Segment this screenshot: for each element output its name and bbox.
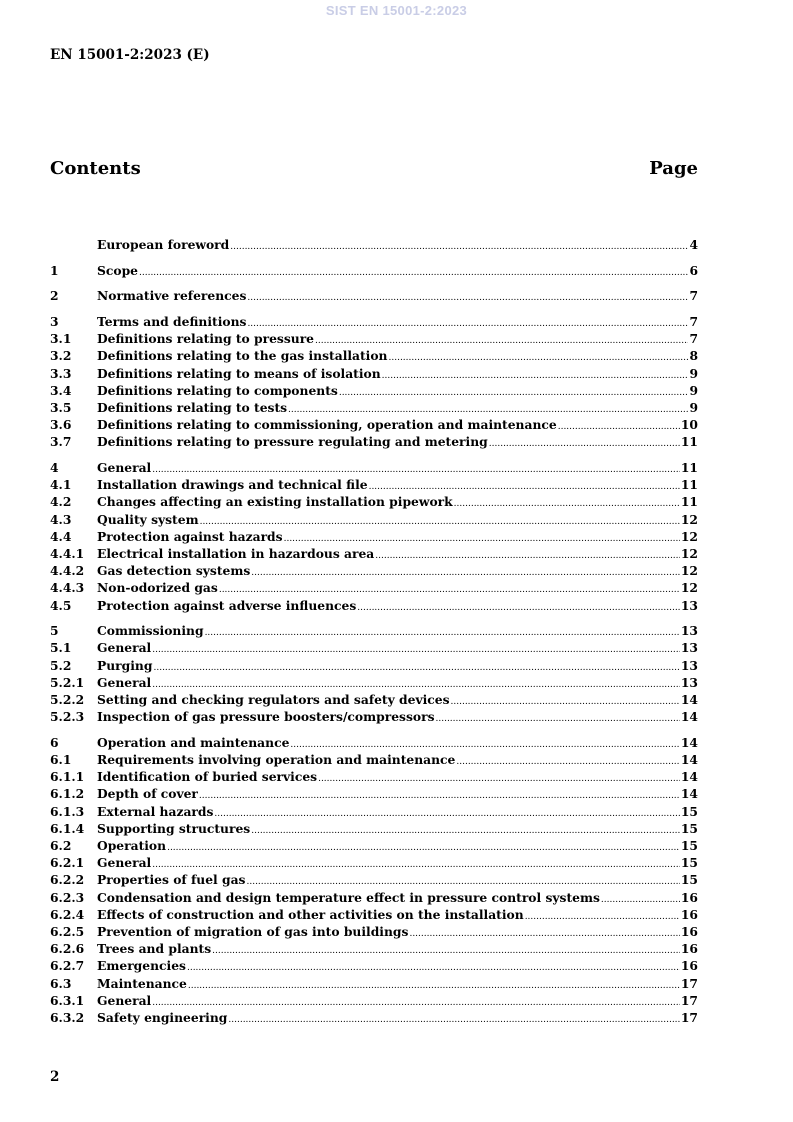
toc-dot-leader [251, 565, 680, 582]
toc-entry[interactable] [50, 511, 698, 528]
toc-entry[interactable] [50, 751, 698, 768]
toc-entry-number: 3.2 [50, 348, 72, 364]
toc-dot-leader [205, 625, 680, 642]
toc-entry-title: Definitions relating to tests [97, 400, 288, 415]
document-identifier: EN 15001-2:2023 (E) [50, 47, 210, 63]
toc-dot-leader [454, 496, 680, 513]
toc-entry-number: 6.1.2 [50, 786, 85, 802]
toc-entry-page: 12 [680, 511, 698, 527]
toc-entry-number: 6.2 [50, 838, 72, 853]
toc-entry[interactable] [50, 528, 698, 545]
toc-entry-number: 6.2.1 [50, 855, 85, 871]
toc-entry-number: 1 [50, 262, 59, 278]
toc-entry-page: 16 [680, 923, 698, 939]
toc-entry[interactable] [50, 597, 698, 614]
toc-entry-page: 11 [680, 477, 698, 493]
toc-entry-title: Emergencies [97, 958, 186, 974]
toc-entry-page: 13 [680, 657, 698, 673]
toc-entry-number: 4.4.1 [50, 546, 85, 561]
toc-entry-number: 6.2.7 [50, 958, 85, 974]
toc-entry-page: 14 [680, 769, 698, 785]
toc-dot-leader [152, 995, 680, 1012]
toc-entry-page: 14 [680, 692, 698, 707]
toc-entry-title: Definitions relating to the gas installation [97, 348, 388, 364]
toc-entry-number: 5.2.2 [50, 692, 85, 707]
toc-entry[interactable] [50, 347, 698, 364]
toc-entry[interactable] [50, 262, 698, 279]
toc-entry-title: Prevention of migration of gas into buildings [97, 923, 409, 939]
toc-entry-title: Protection against hazards [97, 528, 283, 544]
toc-entry-title: Effects of construction and other activities on the installation [97, 906, 524, 922]
toc-entry-title: Gas detection systems [97, 563, 251, 579]
toc-entry[interactable] [50, 330, 698, 347]
page-column-heading: Page [649, 158, 698, 179]
toc-entry-page: 15 [680, 838, 698, 853]
toc-dot-leader [318, 771, 680, 788]
toc-entry-title: General [97, 992, 152, 1008]
contents-header [50, 158, 698, 179]
toc-entry-title: Trees and plants [97, 941, 212, 957]
toc-entry[interactable] [50, 1009, 698, 1026]
toc-dot-leader [382, 368, 689, 385]
toc-entry[interactable] [50, 313, 698, 330]
toc-entry[interactable] [50, 768, 698, 785]
toc-entry[interactable] [50, 622, 698, 639]
toc-entry[interactable] [50, 399, 698, 416]
toc-entry-page: 16 [680, 958, 698, 974]
toc-entry-page: 13 [680, 623, 698, 639]
toc-entry-page: 17 [680, 1009, 698, 1025]
toc-entry-number: 3.5 [50, 400, 72, 415]
toc-entry-number: 5.1 [50, 640, 72, 656]
toc-entry-page: 13 [680, 640, 698, 656]
toc-entry-title: Scope [97, 262, 138, 278]
toc-entry[interactable] [50, 459, 698, 476]
toc-dot-leader [558, 419, 680, 436]
toc-entry-page: 11 [680, 434, 698, 450]
toc-entry-page: 7 [689, 331, 698, 347]
toc-dot-leader [525, 909, 680, 926]
toc-entry[interactable] [50, 493, 698, 510]
toc-entry[interactable] [50, 416, 698, 433]
toc-dot-leader [153, 660, 679, 677]
watermark: SIST EN 15001-2:2023 [325, 3, 468, 18]
toc-dot-leader [375, 548, 680, 565]
toc-dot-leader [436, 711, 680, 728]
toc-dot-leader [357, 600, 680, 617]
toc-entry[interactable] [50, 992, 698, 1009]
toc-entry[interactable] [50, 734, 698, 751]
toc-entry-title: General [97, 640, 152, 656]
toc-dot-leader [456, 754, 680, 771]
toc-entry-number: 6.2.6 [50, 941, 85, 957]
toc-dot-leader [247, 290, 688, 307]
toc-entry-title: Installation drawings and technical file [97, 477, 368, 493]
toc-entry-number: 6.3 [50, 975, 72, 991]
toc-entry-page: 12 [680, 563, 698, 579]
toc-entry-title: Safety engineering [97, 1009, 228, 1025]
toc-entry-number: 4.5 [50, 597, 72, 613]
toc-entry-page: 15 [680, 820, 698, 836]
toc-entry-number: 3.6 [50, 417, 72, 433]
toc-entry-number: 4.4.2 [50, 563, 85, 579]
toc-entry-title: General [97, 855, 152, 871]
toc-entry-page: 12 [680, 528, 698, 544]
toc-dot-leader [188, 978, 680, 995]
toc-entry-number: 6.3.1 [50, 992, 85, 1008]
toc-entry-title: Electrical installation in hazardous area [97, 546, 375, 561]
toc-entry[interactable] [50, 837, 698, 854]
toc-entry-number: 5 [50, 623, 59, 639]
toc-entry-page: 12 [680, 580, 698, 596]
toc-entry-title: Definitions relating to pressure regulating and metering [97, 434, 488, 450]
toc-entry-title: Definitions relating to means of isolation [97, 365, 381, 381]
toc-entry[interactable] [50, 562, 698, 579]
toc-entry[interactable] [50, 691, 698, 708]
toc-entry-page: 16 [680, 889, 698, 905]
toc-entry-title: Definitions relating to commissioning, operation and maintenance [97, 417, 557, 433]
toc-entry-title: European foreword [97, 237, 230, 252]
toc-entry-number: 5.2.1 [50, 674, 85, 690]
toc-entry[interactable] [50, 382, 698, 399]
toc-entry-title: General [97, 460, 152, 476]
toc-entry-number: 3.1 [50, 331, 72, 347]
toc-entry[interactable] [50, 657, 698, 674]
toc-entry-page: 10 [680, 417, 698, 433]
toc-entry-number: 4 [50, 460, 59, 476]
toc-entry-title: Depth of cover [97, 786, 198, 802]
toc-entry-title: Setting and checking regulators and safety devices [97, 692, 450, 707]
toc-entry-page: 14 [680, 734, 698, 750]
toc-entry-title: Condensation and design temperature effect in pressure control systems [97, 889, 600, 905]
toc-entry-title: Properties of fuel gas [97, 872, 246, 888]
toc-dot-leader [139, 265, 688, 282]
toc-entry-title: Normative references [97, 288, 247, 304]
toc-entry-page: 14 [680, 752, 698, 768]
toc-entry-title: Maintenance [97, 975, 187, 991]
toc-entry-number: 4.2 [50, 494, 72, 510]
toc-entry-page: 17 [680, 975, 698, 991]
toc-entry-number: 4.1 [50, 477, 72, 493]
toc-entry-page: 14 [680, 786, 698, 802]
toc-entry-number: 6.2.4 [50, 906, 85, 922]
toc-entry[interactable] [50, 674, 698, 691]
toc-entry[interactable] [50, 639, 698, 656]
toc-entry-page: 6 [689, 262, 698, 278]
toc-entry-title: External hazards [97, 803, 214, 819]
toc-entry-title: General [97, 674, 152, 690]
toc-entry-number: 2 [50, 288, 59, 304]
toc-entry[interactable] [50, 820, 698, 837]
toc-dot-leader [212, 943, 680, 960]
toc-dot-leader [251, 823, 680, 840]
toc-entry-page: 15 [680, 855, 698, 871]
toc-entry-number: 3.3 [50, 365, 72, 381]
toc-entry-number: 6 [50, 734, 59, 750]
toc-entry-page: 13 [680, 674, 698, 690]
toc-entry-page: 15 [680, 872, 698, 888]
toc-entry-number: 6.2.2 [50, 872, 85, 888]
toc-entry-title: Commissioning [97, 623, 204, 639]
toc-entry-page: 14 [680, 709, 698, 725]
toc-dot-leader [187, 960, 680, 977]
toc-entry-title: Requirements involving operation and maintenance [97, 752, 456, 768]
toc-entry[interactable] [50, 906, 698, 923]
toc-dot-leader [451, 694, 680, 711]
toc-entry-title: Inspection of gas pressure boosters/compressors [97, 709, 435, 725]
toc-dot-leader [230, 239, 688, 256]
toc-dot-leader [214, 806, 679, 823]
toc-entry-title: Protection against adverse influences [97, 597, 357, 613]
toc-dot-leader [389, 350, 689, 367]
toc-entry-number: 4.3 [50, 511, 72, 527]
toc-entry-title: Operation [97, 838, 167, 853]
toc-entry[interactable] [50, 940, 698, 957]
toc-entry[interactable] [50, 889, 698, 906]
toc-entry-number: 6.1.4 [50, 820, 85, 836]
toc-entry-title: Changes affecting an existing installation pipework [97, 494, 453, 510]
toc-entry[interactable] [50, 854, 698, 871]
toc-entry-number: 5.2.3 [50, 709, 85, 725]
toc-entry-number: 6.1 [50, 752, 72, 768]
toc-entry-page: 9 [689, 365, 698, 381]
toc-entry-number: 4.4.3 [50, 580, 85, 596]
page-number: 2 [50, 1069, 60, 1085]
toc-entry-number: 5.2 [50, 657, 72, 673]
toc-entry-title: Definitions relating to components [97, 382, 338, 398]
toc-entry-title: Operation and maintenance [97, 734, 290, 750]
toc-entry-title: Quality system [97, 511, 199, 527]
toc-entry-page: 7 [689, 314, 698, 330]
toc-entry-page: 9 [689, 382, 698, 398]
toc-entry-page: 8 [689, 348, 698, 364]
toc-dot-leader [601, 892, 680, 909]
toc-entry[interactable] [50, 433, 698, 450]
toc-entry-page: 17 [680, 992, 698, 1008]
toc-entry[interactable] [50, 476, 698, 493]
toc-dot-leader [167, 840, 680, 857]
toc-dot-leader [489, 436, 680, 453]
contents-heading: Contents [50, 158, 141, 179]
toc-dot-leader [199, 788, 680, 805]
toc-entry-page: 11 [680, 460, 698, 476]
toc-entry-number: 6.2.3 [50, 889, 85, 905]
toc-entry-number: 6.1.3 [50, 803, 85, 819]
toc-entry-title: Definitions relating to pressure [97, 331, 315, 347]
toc-entry-page: 16 [680, 906, 698, 922]
toc-entry-title: Identification of buried services [97, 769, 318, 785]
toc-entry-page: 12 [680, 546, 698, 561]
toc-entry-title: Purging [97, 657, 153, 673]
toc-entry-page: 16 [680, 941, 698, 957]
toc-entry[interactable] [50, 365, 698, 382]
toc-entry-page: 11 [680, 494, 698, 510]
toc-entry[interactable] [50, 236, 698, 253]
toc-entry-page: 9 [689, 400, 698, 415]
toc-entry-number: 3.4 [50, 382, 72, 398]
toc-entry[interactable] [50, 871, 698, 888]
toc-entry[interactable] [50, 579, 698, 596]
toc-entry[interactable] [50, 785, 698, 802]
toc-entry-number: 3.7 [50, 434, 72, 450]
toc-entry[interactable] [50, 545, 698, 562]
toc-entry-title: Non-odorized gas [97, 580, 218, 596]
toc-dot-leader [228, 1012, 679, 1029]
toc-entry-number: 3 [50, 314, 59, 330]
toc-dot-leader [339, 385, 689, 402]
table-of-contents [50, 236, 698, 1026]
toc-entry[interactable] [50, 957, 698, 974]
toc-entry-title: Terms and definitions [97, 314, 247, 330]
toc-entry[interactable] [50, 923, 698, 940]
toc-entry-page: 13 [680, 597, 698, 613]
toc-entry-page: 15 [680, 803, 698, 819]
toc-entry-number: 6.1.1 [50, 769, 85, 785]
toc-entry-number: 6.2.5 [50, 923, 85, 939]
toc-entry-page: 7 [689, 288, 698, 304]
toc-entry[interactable] [50, 708, 698, 725]
toc-entry-number: 4.4 [50, 528, 72, 544]
toc-dot-leader [409, 926, 679, 943]
toc-entry-page: 4 [689, 237, 698, 252]
toc-dot-leader [152, 642, 680, 659]
toc-entry[interactable] [50, 975, 698, 992]
toc-entry[interactable] [50, 803, 698, 820]
toc-entry-title: Supporting structures [97, 820, 251, 836]
toc-entry[interactable] [50, 287, 698, 304]
toc-entry-number: 6.3.2 [50, 1009, 85, 1025]
